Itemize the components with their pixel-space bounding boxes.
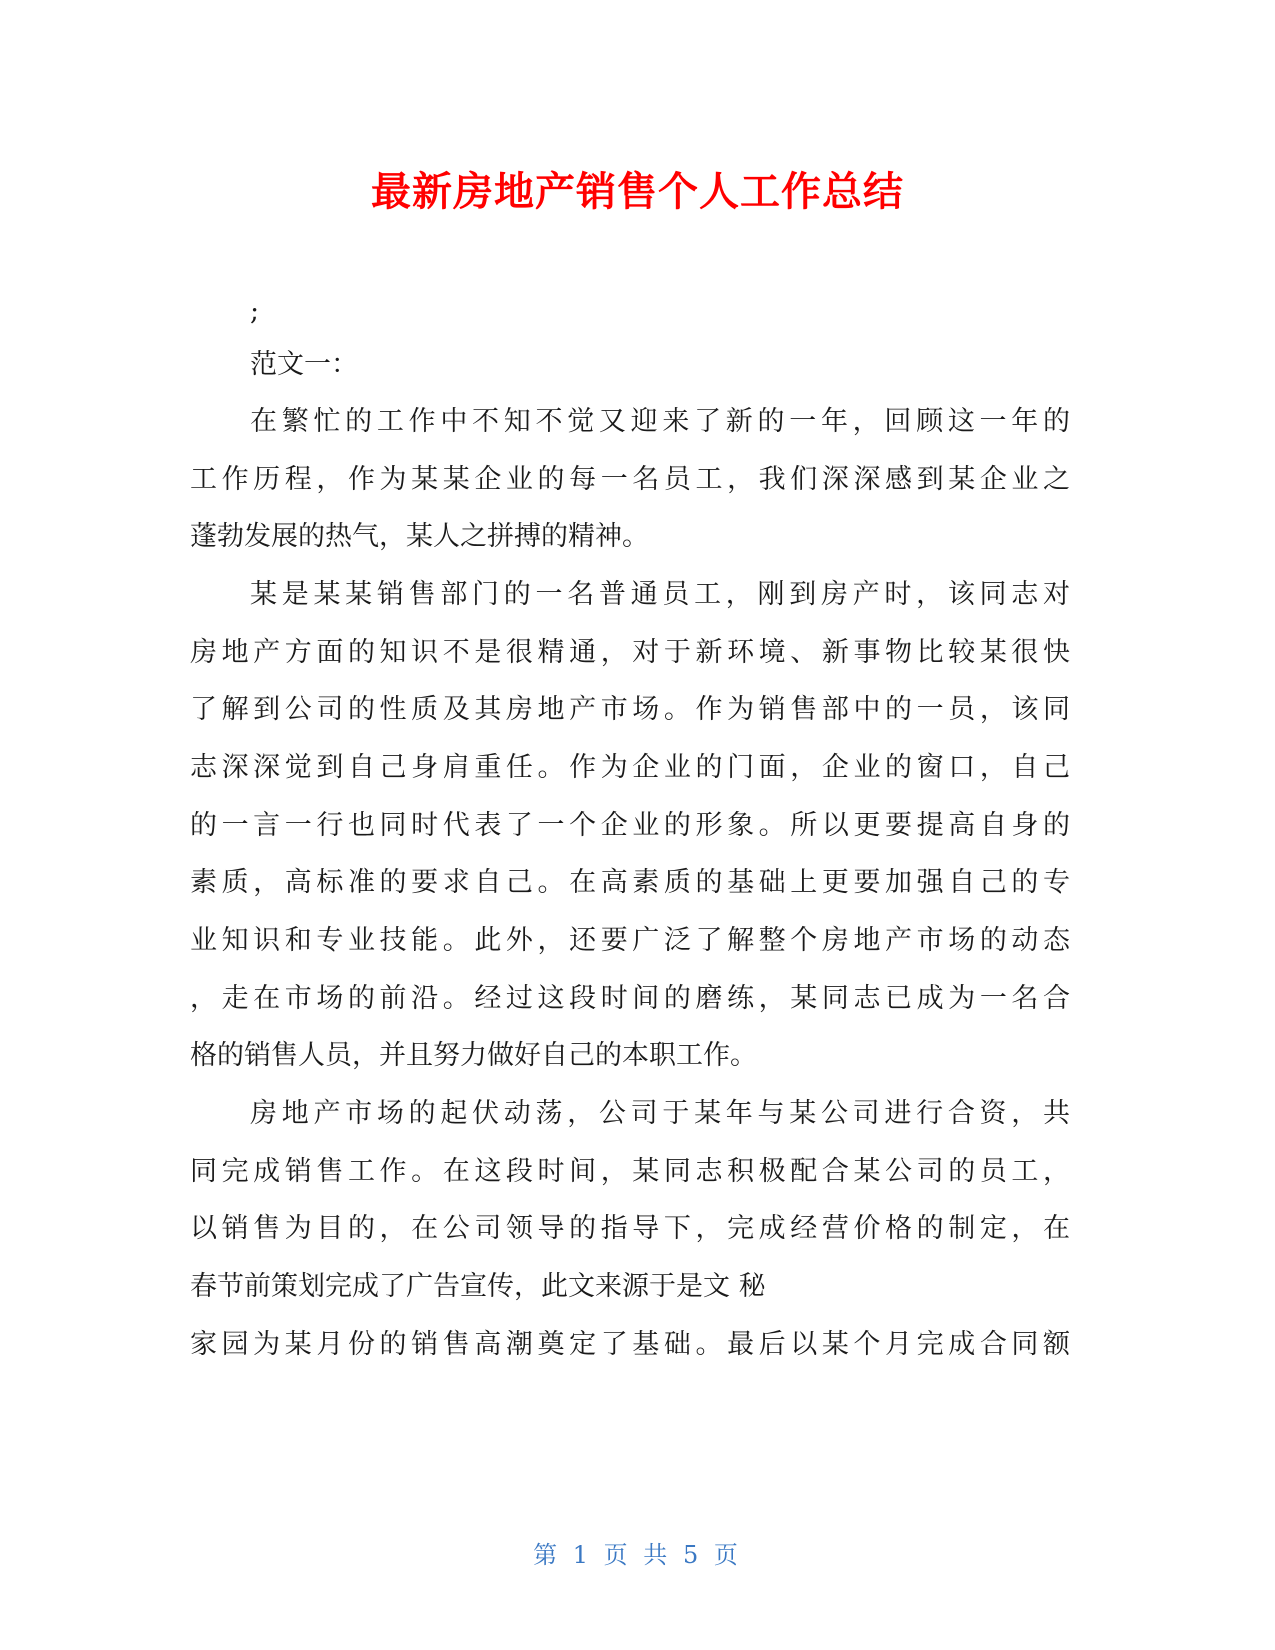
paragraph-line: 志深深觉到自己身肩重任。作为企业的门面，企业的窗口，自己 (190, 752, 1070, 783)
paragraph-line: ，走在市场的前沿。经过这段时间的磨练，某同志已成为一名合 (190, 983, 1070, 1014)
paragraph-line: 素质，高标准的要求自己。在高素质的基础上更要加强自己的专 (190, 867, 1070, 898)
paragraph-line: 在繁忙的工作中不知不觉又迎来了新的一年，回顾这一年的 (250, 406, 1070, 437)
paragraph-line: 春节前策划完成了广告宣传，此文来源于是文 秘 (190, 1271, 766, 1302)
document-title: 最新房地产销售个人工作总结 (371, 169, 904, 215)
paragraph-line: 格的销售人员，并且努力做好自己的本职工作。 (190, 1040, 757, 1071)
paragraph-line: 某是某某销售部门的一名普通员工，刚到房产时，该同志对 (250, 579, 1070, 610)
paragraph-line: 家园为某月份的销售高潮奠定了基础。最后以某个月完成合同额 (190, 1329, 1070, 1360)
semicolon-line: ; (250, 296, 260, 327)
paragraph-line: 业知识和专业技能。此外，还要广泛了解整个房地产市场的动态 (190, 925, 1070, 956)
section-label: 范文一： (250, 349, 358, 380)
paragraph-line: 蓬勃发展的热气，某人之拼搏的精神。 (190, 521, 649, 552)
paragraph-line: 以销售为目的，在公司领导的指导下，完成经营价格的制定，在 (190, 1213, 1070, 1244)
paragraph-line: 工作历程，作为某某企业的每一名员工，我们深深感到某企业之 (190, 464, 1070, 495)
paragraph-line: 房地产市场的起伏动荡，公司于某年与某公司进行合资，共 (250, 1098, 1070, 1129)
page-footer: 第 1 页 共 5 页 (533, 1541, 742, 1569)
paragraph-line: 房地产方面的知识不是很精通，对于新环境、新事物比较某很快 (190, 637, 1070, 668)
paragraph-line: 了解到公司的性质及其房地产市场。作为销售部中的一员，该同 (190, 694, 1070, 725)
paragraph-line: 同完成销售工作。在这段时间，某同志积极配合某公司的员工， (190, 1156, 1070, 1187)
paragraph-line: 的一言一行也同时代表了一个企业的形象。所以更要提高自身的 (190, 810, 1070, 841)
